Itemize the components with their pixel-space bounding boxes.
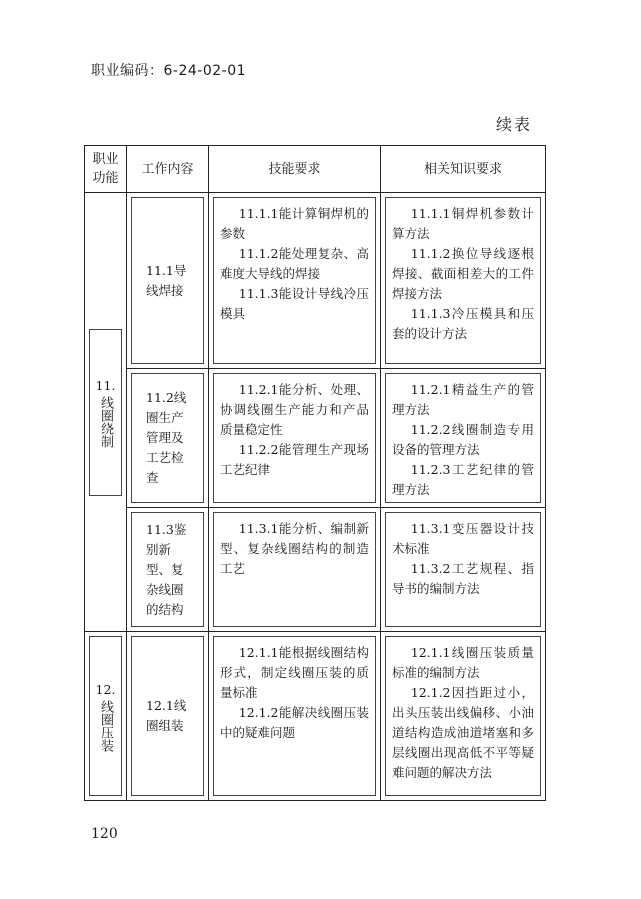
header-function-line1: 职业 (92, 152, 119, 167)
knowledge-cell-inner (385, 636, 541, 796)
skills-cell-inner (213, 636, 376, 796)
skill-item: 11.1.2能处理复杂、高难度大导线的焊接 (220, 246, 369, 281)
work-cell-inner (131, 373, 204, 503)
table-row (85, 632, 546, 801)
header-knowledge: 相关知识要求 (381, 146, 546, 193)
knowledge-cell-inner (385, 197, 541, 364)
work-cell (127, 193, 209, 369)
knowledge-item: 11.2.1精益生产的管理方法 (392, 382, 534, 417)
function-cell-inner (89, 329, 122, 496)
knowledge-cell (381, 193, 546, 369)
work-text: 12.1线圈组装 (146, 698, 187, 733)
work-cell (127, 632, 209, 801)
header-function-line2: 功能 (92, 171, 119, 186)
knowledge-item: 11.2.2线圈制造专用设备的管理方法 (392, 422, 534, 457)
table-row (85, 369, 546, 508)
skill-item: 11.1.1能计算铜焊机的参数 (220, 206, 369, 241)
skills-cell-inner (213, 197, 376, 364)
work-text: 11.1导线焊接 (146, 262, 187, 298)
function-number: 12. (95, 682, 116, 697)
table-header-row (85, 146, 546, 193)
function-name: 线圈绕制 (98, 396, 113, 448)
skill-item: 12.1.2能解决线圈压装中的疑难问题 (220, 705, 369, 740)
knowledge-item: 11.1.2换位导线逐根焊接、截面相差大的工件焊接方法 (392, 246, 534, 301)
work-text: 11.2线圈生产管理及工艺检查 (146, 390, 187, 485)
knowledge-item: 11.2.3工艺纪律的管理方法 (392, 462, 534, 497)
skills-cell (209, 632, 381, 801)
work-cell (127, 369, 209, 508)
knowledge-item: 11.1.1铜焊机参数计算方法 (392, 206, 534, 241)
function-name: 线圈压装 (98, 700, 113, 752)
skills-cell (209, 369, 381, 508)
knowledge-item: 12.1.1线圈压装质量标准的编制方法 (392, 645, 534, 680)
knowledge-item: 11.3.1变压器设计技术标准 (392, 521, 534, 556)
header-function (85, 146, 127, 193)
knowledge-cell (381, 632, 546, 801)
knowledge-item: 11.3.2工艺规程、指导书的编制方法 (392, 561, 534, 596)
knowledge-item: 11.1.3冷压模具和压套的设计方法 (392, 306, 534, 341)
knowledge-cell-inner (385, 512, 541, 627)
page-number: 120 (91, 826, 118, 842)
table-row (85, 508, 546, 632)
header-skills: 技能要求 (209, 146, 381, 193)
function-cell-inner (89, 636, 122, 796)
work-cell-inner (131, 197, 204, 364)
skills-cell-inner (213, 373, 376, 503)
skills-table (84, 145, 546, 801)
work-cell-inner (131, 512, 204, 627)
table-row (85, 193, 546, 369)
continued-label: 续表 (496, 115, 533, 134)
knowledge-cell-inner (385, 373, 541, 503)
skill-item: 11.3.1能分析、编制新型、复杂线圈结构的制造工艺 (220, 521, 369, 576)
work-cell (127, 508, 209, 632)
skills-cell-inner (213, 512, 376, 627)
skills-cell (209, 193, 381, 369)
skill-item: 11.1.3能设计导线冷压模具 (220, 286, 369, 321)
work-text: 11.3鉴别新型、复杂线圈的结构 (146, 521, 187, 617)
function-cell-11 (85, 193, 127, 632)
knowledge-item: 12.1.2因挡距过小，出头压装出线偏移、小油道结构造成油道堵塞和多层线圈出现高低不平等疑难问题的解决方法 (392, 685, 534, 780)
skills-cell (209, 508, 381, 632)
work-cell-inner (131, 636, 204, 796)
header-work: 工作内容 (127, 146, 209, 193)
skill-item: 12.1.1能根据线圈结构形式，制定线圈压装的质量标准 (220, 645, 369, 700)
knowledge-cell (381, 369, 546, 508)
skill-item: 11.2.1能分析、处理、协调线圈生产能力和产品质量稳定性 (220, 382, 369, 437)
occupation-code: 职业编码：6-24-02-01 (91, 63, 247, 79)
knowledge-cell (381, 508, 546, 632)
function-number: 11. (95, 378, 116, 393)
function-cell-12 (85, 632, 127, 801)
skill-item: 11.2.2能管理生产现场工艺纪律 (220, 442, 369, 477)
